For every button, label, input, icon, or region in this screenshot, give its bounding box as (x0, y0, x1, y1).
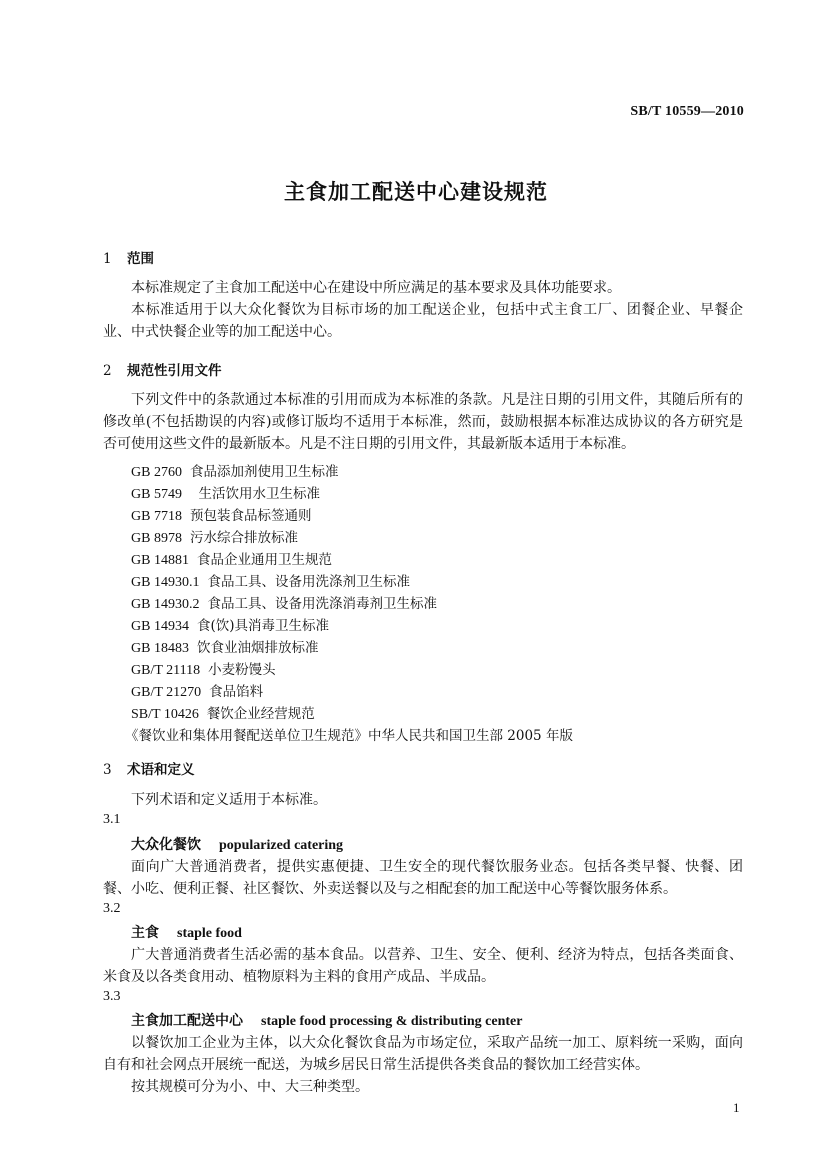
reference-code: GB 18483 (131, 641, 189, 656)
term-zh: 主食加工配送中心 (131, 1013, 243, 1029)
reference-item (131, 680, 263, 701)
term-en: staple food processing & distributing center (261, 1014, 523, 1029)
reference-title: 饮食业油烟排放标准 (196, 640, 319, 656)
section-title: 范围 (127, 251, 154, 267)
section-number: 2 (103, 363, 112, 379)
reference-item (131, 570, 410, 591)
section-title: 术语和定义 (127, 762, 195, 778)
reference-code: GB 8978 (131, 531, 182, 546)
reference-title: 食品工具、设备用洗涤消毒剂卫生标准 (207, 596, 437, 612)
reference-code: GB 14881 (131, 553, 189, 568)
term-definition: 广大普通消费者生活必需的基本食品。以营养、卫生、安全、便利、经济为特点，包括各类面食、米食及以各类食用动、植物原料为主料的食用产成品、半成品。 (103, 947, 743, 985)
document-title: 主食加工配送中心建设规范 (284, 179, 548, 204)
reference-item (131, 548, 332, 569)
reference-code: GB 14930.1 (131, 575, 200, 590)
reference-item (131, 592, 437, 613)
term-en: staple food (177, 926, 242, 941)
reference-item (131, 460, 338, 481)
term-zh: 大众化餐饮 (131, 837, 201, 853)
reference-title: 食品馅料 (209, 684, 264, 700)
section-number: 3 (103, 762, 112, 778)
reference-title: 食品企业通用卫生规范 (196, 552, 332, 568)
reference-item (131, 636, 318, 657)
reference-code: GB 14930.2 (131, 597, 200, 612)
reference-title: 生活饮用水卫生标准 (189, 486, 321, 502)
reference-code: GB/T 21270 (131, 685, 202, 700)
page-number: 1 (733, 1100, 740, 1115)
term-heading (131, 834, 343, 854)
term-heading (131, 922, 242, 942)
term-definition: 面向广大普通消费者，提供实惠便捷、卫生安全的现代餐饮服务业态。包括各类早餐、快餐、团餐、小吃、便利正餐、社区餐饮、外卖送餐以及与之相配套的加工配送中心等餐饮服务体系。 (103, 859, 743, 897)
section-number: 1 (103, 251, 112, 267)
section-1-paragraph-1: 本标准规定了主食加工配送中心在建设中所应满足的基本要求及具体功能要求。 (131, 280, 621, 296)
reference-code: GB 14934 (131, 619, 189, 634)
reference-extra: 《餐饮业和集体用餐配送单位卫生规范》中华人民共和国卫生部 2005 年版 (125, 728, 573, 744)
reference-item (131, 614, 329, 635)
section-2-intro: 下列文件中的条款通过本标准的引用而成为本标准的条款。凡是注日期的引用文件，其随后所有的修改单(不包括勘误的内容)或修订版均不适用于本标准，然而，鼓励根据本标准达成协议的各方研究是否可使用这些文件的最新版本。凡是不注日期的引用文件，其最新版本适用于本标准。 (103, 392, 743, 452)
reference-item (131, 702, 315, 723)
section-1-heading (103, 247, 154, 267)
reference-title: 食品工具、设备用洗涤剂卫生标准 (207, 574, 410, 590)
reference-code: SB/T 10426 (131, 707, 199, 722)
reference-item (131, 504, 311, 525)
reference-code: GB 7718 (131, 509, 182, 524)
section-2-heading (103, 359, 222, 379)
reference-title: 污水综合排放标准 (189, 530, 298, 546)
reference-code: GB/T 21118 (131, 663, 201, 678)
section-title: 规范性引用文件 (127, 363, 222, 379)
reference-title: 食品添加剂使用卫生标准 (189, 464, 339, 480)
term-en: popularized catering (219, 838, 344, 853)
reference-title: 食(饮)具消毒卫生标准 (196, 618, 329, 634)
term-number: 3.3 (103, 989, 121, 1004)
term-definition: 以餐饮加工企业为主体，以大众化餐饮食品为市场定位，采取产品统一加工、原料统一采购，面向自有和社会网点开展统一配送，为城乡居民日常生活提供各类食品的餐饮加工经营实体。 (103, 1035, 743, 1073)
term-note: 按其规模可分为小、中、大三种类型。 (131, 1079, 369, 1095)
reference-item (131, 658, 276, 679)
term-number: 3.2 (103, 901, 121, 916)
reference-title: 餐饮企业经营规范 (206, 706, 315, 722)
reference-code: GB 2760 (131, 465, 182, 480)
reference-code: GB 5749 (131, 487, 182, 502)
term-zh: 主食 (131, 925, 159, 941)
section-3-intro: 下列术语和定义适用于本标准。 (131, 792, 327, 808)
section-3-heading (103, 758, 195, 778)
reference-title: 预包装食品标签通则 (189, 508, 312, 524)
term-number: 3.1 (103, 812, 121, 827)
section-1-paragraph-2: 本标准适用于以大众化餐饮为目标市场的加工配送企业，包括中式主食工厂、团餐企业、早餐企业、中式快餐企业等的加工配送中心。 (103, 302, 743, 340)
reference-item (131, 482, 320, 503)
standard-code: SB/T 10559—2010 (630, 104, 744, 119)
reference-item (131, 526, 298, 547)
term-heading (131, 1010, 522, 1030)
reference-title: 小麦粉馒头 (208, 662, 276, 678)
